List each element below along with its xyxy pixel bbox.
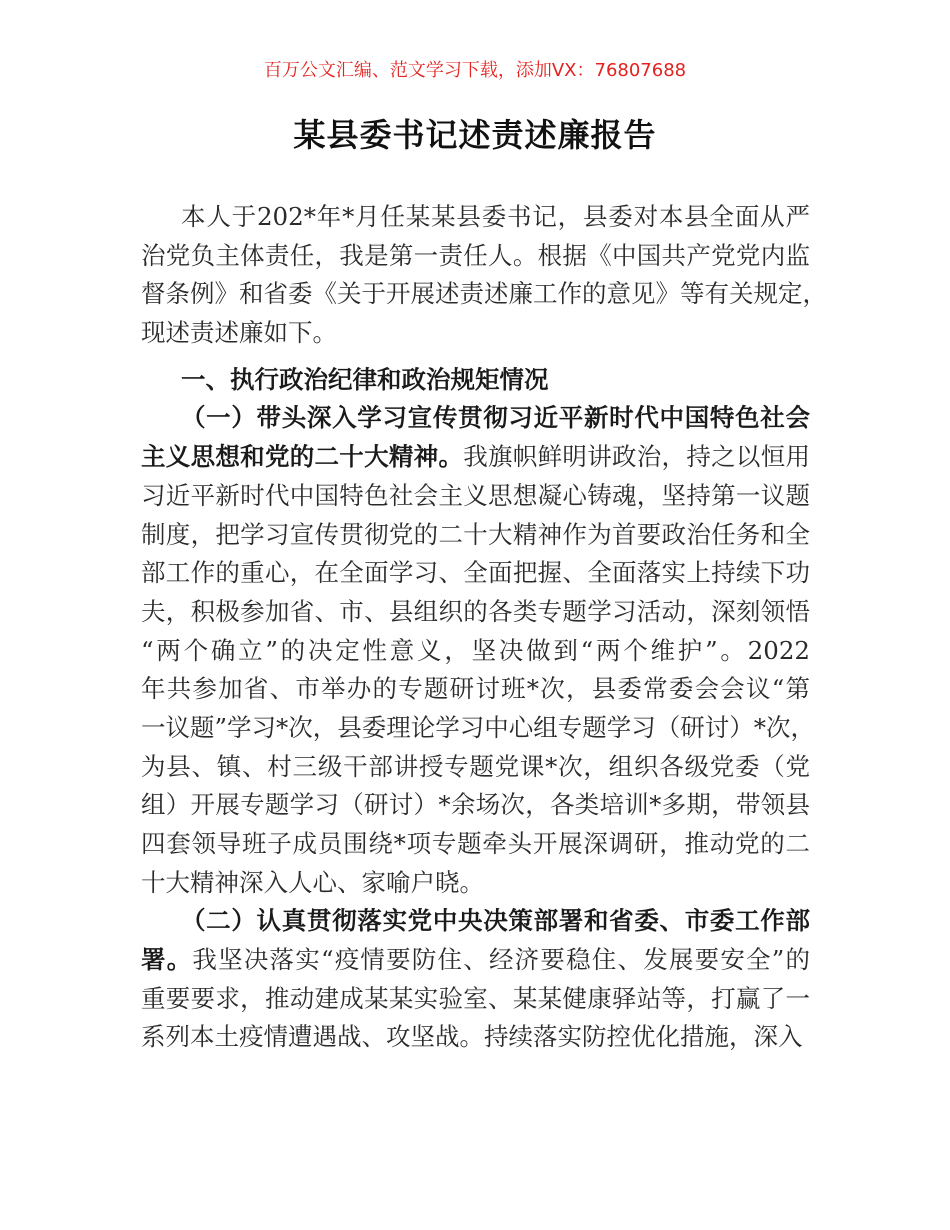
body-text: 我旗帜鲜明讲政治，持之以恒用: [463, 442, 810, 472]
body-text: 四套领导班子成员围绕*项专题牵头开展深调研，推动党的二: [141, 829, 810, 858]
watermark-banner: 百万公文汇编、范文学习下载，添加VX：76807688: [263, 60, 687, 81]
bold-heading-text: 主义思想和党的二十大精神。: [141, 442, 464, 472]
text-line: [141, 275, 827, 314]
document-title: 某县委书记述责述廉报告: [293, 116, 657, 154]
bold-heading-text: （二）认真贯彻落实党中央决策部署和省委、市委工作部: [181, 906, 810, 936]
bold-heading-text: 署。: [141, 945, 193, 975]
text-line: [141, 438, 810, 477]
body-text: 制度，把学习宣传贯彻党的二十大精神作为首要政治任务和全: [141, 519, 810, 549]
text-line: [141, 632, 810, 671]
body-text: 我坚决落实“疫情要防住、经济要稳住、发展要安全”的: [192, 945, 810, 975]
text-line: [141, 670, 810, 709]
text-line: [141, 709, 816, 748]
body-text: 组）开展专题学习（研讨）*余场次，各类培训*多期，带领县: [141, 790, 810, 820]
body-text: 年共参加省、市举办的专题研讨班*次，县委常委会会议“第: [141, 674, 810, 704]
body-text: 督条例》和省委《关于开展述责述廉工作的意见》等有关规定，: [141, 279, 827, 309]
paragraph: [141, 399, 816, 902]
text-line: [141, 825, 810, 864]
text-line: [141, 237, 810, 276]
text-line: [141, 399, 810, 438]
text-line: [141, 198, 810, 237]
body-text: 夫，积极参加省、市、县组织的各类专题学习活动，深刻领悟: [141, 596, 810, 626]
text-line: [141, 314, 810, 353]
body-text: 习近平新时代中国特色社会主义思想凝心铸魂，坚持第一议题: [141, 480, 810, 510]
body-text: 现述责述廉如下。: [141, 318, 337, 348]
body-text: 系列本土疫情遭遇战、攻坚战。持续落实防控优化措施，深入: [141, 1022, 803, 1052]
body-text: 治党负主体责任，我是第一责任人。根据《中国共产党党内监: [141, 240, 810, 270]
paragraph: [141, 902, 810, 1057]
text-line: [141, 748, 810, 787]
paragraph: [141, 198, 827, 353]
body-text: 部工作的重心，在全面学习、全面把握、全面落实上持续下功: [141, 558, 810, 588]
text-line: [141, 361, 810, 400]
bold-heading-text: （一）带头深入学习宣传贯彻习近平新时代中国特色社会: [181, 403, 810, 433]
text-line: [141, 593, 810, 632]
body-text: 重要要求，推动建成某某实验室、某某健康驿站等，打赢了一: [141, 983, 810, 1013]
text-line: [141, 902, 810, 941]
text-line: [141, 864, 810, 903]
body-text: 一议题”学习*次，县委理论学习中心组专题学习（研讨）*次，: [141, 712, 816, 742]
bold-heading-text: 一、执行政治纪律和政治规矩情况: [181, 364, 549, 394]
text-line: [141, 554, 810, 593]
paragraph: [141, 361, 810, 400]
text-line: [141, 941, 810, 980]
body-text: 本人于202*年*月任某某县委书记，县委对本县全面从严: [181, 202, 810, 231]
text-line: [141, 980, 810, 1019]
text-line: [141, 477, 810, 516]
body-text: “两个确立”的决定性意义，坚决做到“两个维护”。2022: [141, 635, 810, 665]
body-text: 为县、镇、村三级干部讲授专题党课*次，组织各级党委（党: [141, 751, 810, 781]
text-line: [141, 516, 810, 555]
text-line: [141, 1018, 810, 1057]
text-line: [141, 786, 810, 825]
body-text: 十大精神深入人心、家喻户晓。: [141, 867, 484, 897]
document-body: [141, 198, 827, 1057]
